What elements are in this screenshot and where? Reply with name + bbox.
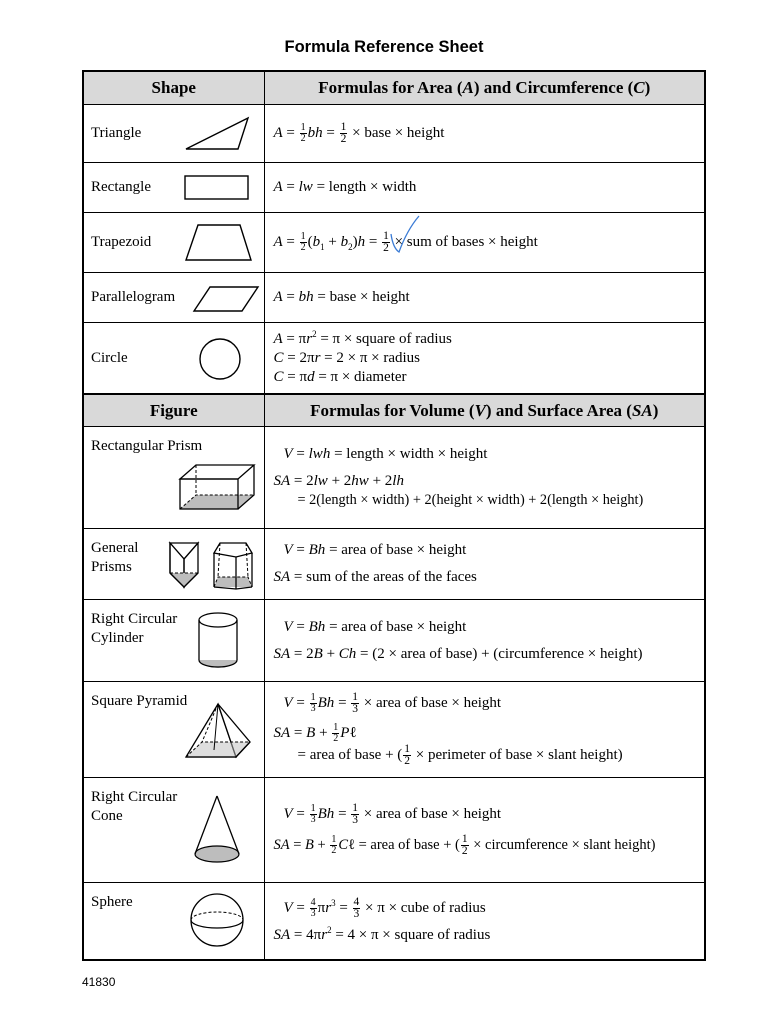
- parallelogram-formula: A = bh = base × height: [264, 272, 705, 322]
- pentagonal-prism-icon: [210, 539, 256, 591]
- parallelogram-cell: [83, 272, 264, 322]
- rectangular-prism-label: Rectangular Prism: [91, 437, 203, 454]
- triangle-cell: [83, 104, 264, 162]
- circle-formulas: $A = \pi r^2 = \pi$ × square of radius C = 2πr = 2 × π × radius C = πd = π × diameter: [264, 322, 705, 394]
- trapezoid-label: Trapezoid: [91, 233, 152, 250]
- sphere-icon: [188, 891, 246, 949]
- volume-formulas-header: Formulas for Volume (V) and Surface Area (SA): [264, 394, 705, 426]
- trapezoid-icon: [184, 223, 254, 263]
- trapezoid-formula: A = $\frac{1}{2}$ $(b_1 + b_2)h$ = $\frac{1}{2}$ × sum of bases × height: [264, 212, 705, 272]
- formula-table: [82, 70, 706, 961]
- sphere-cell: [83, 883, 264, 960]
- sphere-formulas: V = $\frac{4}{3}$ $\pi r^3$ = $\frac{4}{3}$ × π × cube of radius SA = $4\pi r^2 = 4 \times \pi$ × square of radius: [264, 883, 705, 960]
- cylinder-icon: [196, 610, 240, 670]
- document-number: 41830: [82, 975, 116, 989]
- cylinder-formulas: V = Bh = area of base × height SA = 2B + Ch = (2 × area of base) + (circumference × height): [264, 600, 705, 682]
- rectangle-label: Rectangle: [91, 178, 151, 195]
- cone-cell: [83, 778, 264, 883]
- general-prisms-label: General Prisms: [91, 539, 139, 575]
- parallelogram-icon: [192, 285, 260, 313]
- cone-label: Right Circular Cone: [91, 789, 178, 825]
- general-prisms-formulas: V = Bh = area of base × height SA = sum of the areas of the faces: [264, 528, 705, 599]
- sphere-label: Sphere: [91, 894, 133, 911]
- square-pyramid-cell: [83, 682, 264, 778]
- rectangular-prism-cell: [83, 426, 264, 528]
- area-formulas-header: Formulas for Area (A) and Circumference (C): [264, 71, 705, 104]
- rectangular-prism-formulas: V = lwh = length × width × height SA = 2lw + 2hw + 2lh = 2(length × width) + 2(height × width) + 2(length × height): [264, 426, 705, 528]
- triangle-icon: [184, 115, 252, 153]
- figure-header: Figure: [83, 394, 264, 426]
- rectangular-prism-icon: [178, 463, 258, 513]
- circle-icon: [198, 337, 242, 381]
- checkmark-annotation-icon: [385, 210, 425, 256]
- rectangle-icon: [184, 175, 250, 201]
- square-pyramid-formulas: V = $\frac{1}{3}$ Bh = $\frac{1}{3}$ × area of base × height SA = B + $\frac{1}{2}$ Pℓ = area of base + ( $\frac{1}{2}$ × perimeter of base × slant height): [264, 682, 705, 778]
- cylinder-cell: [83, 600, 264, 682]
- rectangle-formula: A = lw = length × width: [264, 162, 705, 212]
- cone-icon: [192, 794, 242, 864]
- parallelogram-label: Parallelogram: [91, 288, 176, 305]
- shape-header: Shape: [83, 71, 264, 104]
- square-pyramid-icon: [184, 702, 254, 760]
- triangle-label: Triangle: [91, 124, 142, 141]
- general-prisms-cell: [83, 528, 264, 599]
- circle-cell: [83, 322, 264, 394]
- triangular-prism-icon: [168, 541, 200, 589]
- triangle-formula: A = $\frac{1}{2}$ bh = $\frac{1}{2}$ × base × height: [264, 104, 705, 162]
- rectangle-cell: [83, 162, 264, 212]
- circle-label: Circle: [91, 349, 128, 366]
- cylinder-label: Right Circular Cylinder: [91, 611, 178, 647]
- trapezoid-cell: [83, 212, 264, 272]
- square-pyramid-label: Square Pyramid: [91, 693, 188, 710]
- page-title: Formula Reference Sheet: [284, 38, 484, 56]
- cone-formulas: V = $\frac{1}{3}$ Bh = $\frac{1}{3}$ × area of base × height SA = B + $\frac{1}{2}$ Cℓ = area of base + ( $\frac{1}{2}$ × circumference × slant height): [264, 778, 705, 883]
